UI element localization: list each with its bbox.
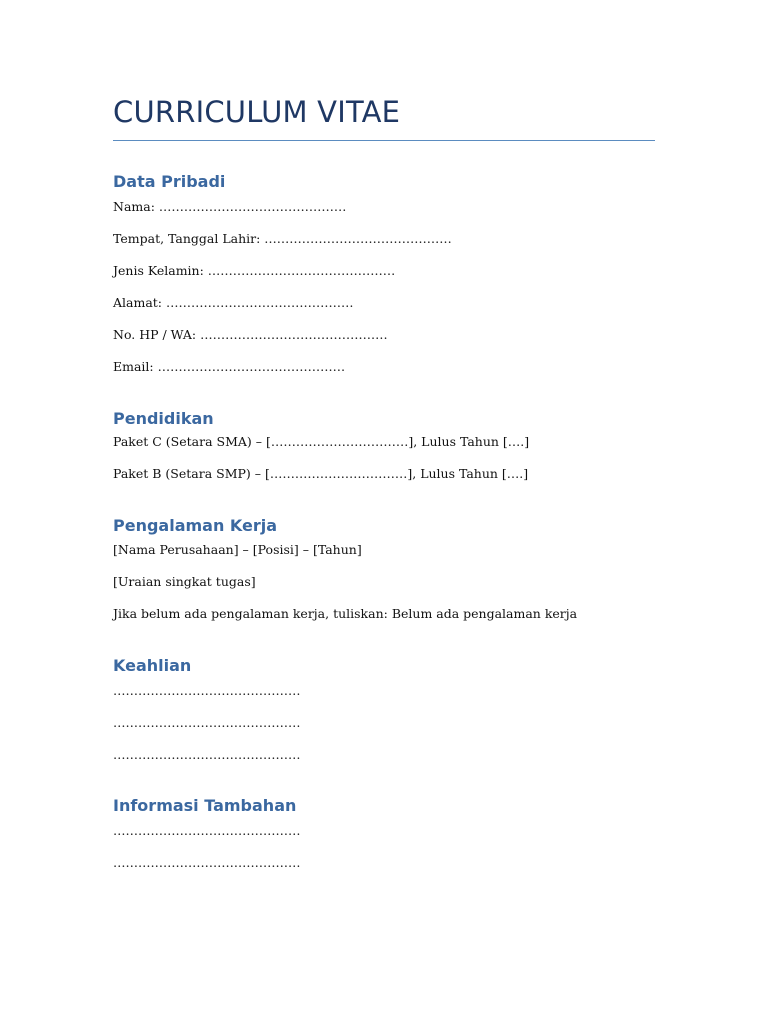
section-heading-pendidikan: Pendidikan bbox=[113, 409, 214, 428]
skill-line: ……………………………………… bbox=[113, 683, 301, 698]
section-heading-data-pribadi: Data Pribadi bbox=[113, 172, 226, 191]
field-no-hp: No. HP / WA: ……………………………………… bbox=[113, 327, 388, 342]
field-nama: Nama: ……………………………………… bbox=[113, 199, 347, 214]
experience-note: Jika belum ada pengalaman kerja, tuliskan: Belum ada pengalaman kerja bbox=[113, 606, 578, 621]
skill-line: ……………………………………… bbox=[113, 715, 301, 730]
additional-info-line: ……………………………………… bbox=[113, 823, 301, 838]
section-heading-keahlian: Keahlian bbox=[113, 656, 192, 675]
field-alamat: Alamat: ……………………………………… bbox=[113, 295, 354, 310]
education-entry-paket-b: Paket B (Setara SMP) – [……………………………], Lulus Tahun [….] bbox=[113, 466, 529, 481]
experience-entry: [Nama Perusahaan] – [Posisi] – [Tahun] bbox=[113, 542, 362, 557]
document-title: CURRICULUM VITAE bbox=[113, 95, 401, 129]
section-heading-informasi-tambahan: Informasi Tambahan bbox=[113, 796, 297, 815]
section-heading-pengalaman-kerja: Pengalaman Kerja bbox=[113, 516, 278, 535]
experience-description: [Uraian singkat tugas] bbox=[113, 574, 256, 589]
field-email: Email: ……………………………………… bbox=[113, 359, 346, 374]
field-jenis-kelamin: Jenis Kelamin: ……………………………………… bbox=[113, 263, 396, 278]
title-underline bbox=[113, 140, 655, 141]
skill-line: ……………………………………… bbox=[113, 747, 301, 762]
field-tempat-tanggal-lahir: Tempat, Tanggal Lahir: ……………………………………… bbox=[113, 231, 452, 246]
additional-info-line: ……………………………………… bbox=[113, 855, 301, 870]
education-entry-paket-c: Paket C (Setara SMA) – [……………………………], Lulus Tahun [….] bbox=[113, 434, 530, 449]
